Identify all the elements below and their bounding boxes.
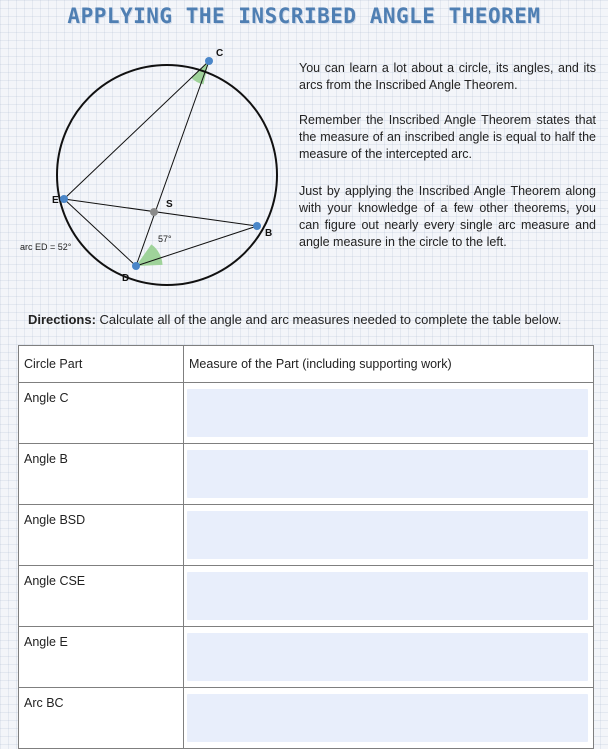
chord-ec bbox=[64, 61, 209, 199]
answer-field-angle-b[interactable] bbox=[187, 450, 588, 498]
answer-field-angle-c[interactable] bbox=[187, 389, 588, 437]
answer-field-arc-bc[interactable] bbox=[187, 694, 588, 742]
row-part-name: Arc BC bbox=[19, 688, 184, 749]
circle-diagram bbox=[0, 38, 295, 298]
measures-table bbox=[18, 345, 594, 749]
row-answer-cell bbox=[184, 566, 594, 627]
intro-paragraph-1: You can learn a lot about a circle, its angles, and its arcs from the Inscribed Angle Theorem. bbox=[299, 61, 596, 92]
table-header-row bbox=[19, 346, 594, 383]
chord-cd bbox=[136, 61, 209, 266]
answer-field-angle-bsd[interactable] bbox=[187, 511, 588, 559]
point-d bbox=[132, 262, 140, 270]
label-d: D bbox=[122, 273, 130, 284]
row-part-name: Angle E bbox=[19, 627, 184, 688]
row-answer-cell bbox=[184, 444, 594, 505]
label-c: C bbox=[216, 48, 224, 59]
row-part-name: Angle B bbox=[19, 444, 184, 505]
arc-ed-label: arc ED = 52° bbox=[20, 242, 72, 252]
circle-s bbox=[57, 65, 277, 285]
table-row bbox=[19, 688, 594, 749]
angle-d-value: 57° bbox=[158, 234, 172, 244]
point-b bbox=[253, 222, 261, 230]
answer-field-angle-cse[interactable] bbox=[187, 572, 588, 620]
header-circle-part: Circle Part bbox=[19, 346, 184, 383]
label-b: B bbox=[265, 228, 273, 239]
directions bbox=[28, 312, 561, 327]
row-answer-cell bbox=[184, 505, 594, 566]
directions-text: Calculate all of the angle and arc measures needed to complete the table below. bbox=[95, 312, 562, 327]
intro-paragraph-3: Just by applying the Inscribed Angle Theorem along with your knowledge of a few other theorems, you can figure out nearly every single arc measure and angle measure in the circle to the left. bbox=[299, 184, 596, 249]
point-e bbox=[60, 195, 68, 203]
point-s bbox=[150, 208, 158, 216]
table-row bbox=[19, 383, 594, 444]
row-part-name: Angle C bbox=[19, 383, 184, 444]
chord-ed bbox=[64, 199, 136, 266]
row-answer-cell bbox=[184, 627, 594, 688]
worksheet-title: APPLYING THE INSCRIBED ANGLE THEOREM bbox=[67, 4, 541, 28]
label-e: E bbox=[52, 195, 59, 206]
point-c bbox=[205, 57, 213, 65]
row-answer-cell bbox=[184, 383, 594, 444]
directions-label: Directions: bbox=[28, 312, 96, 327]
label-s: S bbox=[166, 199, 173, 210]
table-row bbox=[19, 566, 594, 627]
row-part-name: Angle CSE bbox=[19, 566, 184, 627]
circle-figure bbox=[0, 38, 295, 298]
row-answer-cell bbox=[184, 688, 594, 749]
chord-eb bbox=[64, 199, 257, 226]
table-row bbox=[19, 627, 594, 688]
answer-field-angle-e[interactable] bbox=[187, 633, 588, 681]
intro-paragraph-2: Remember the Inscribed Angle Theorem states that the measure of an inscribed angle is equal to half the measure of the intercepted arc. bbox=[299, 113, 596, 161]
table-row bbox=[19, 444, 594, 505]
row-part-name: Angle BSD bbox=[19, 505, 184, 566]
chord-db bbox=[136, 226, 257, 266]
table-row bbox=[19, 505, 594, 566]
header-measure: Measure of the Part (including supporting work) bbox=[184, 346, 594, 383]
